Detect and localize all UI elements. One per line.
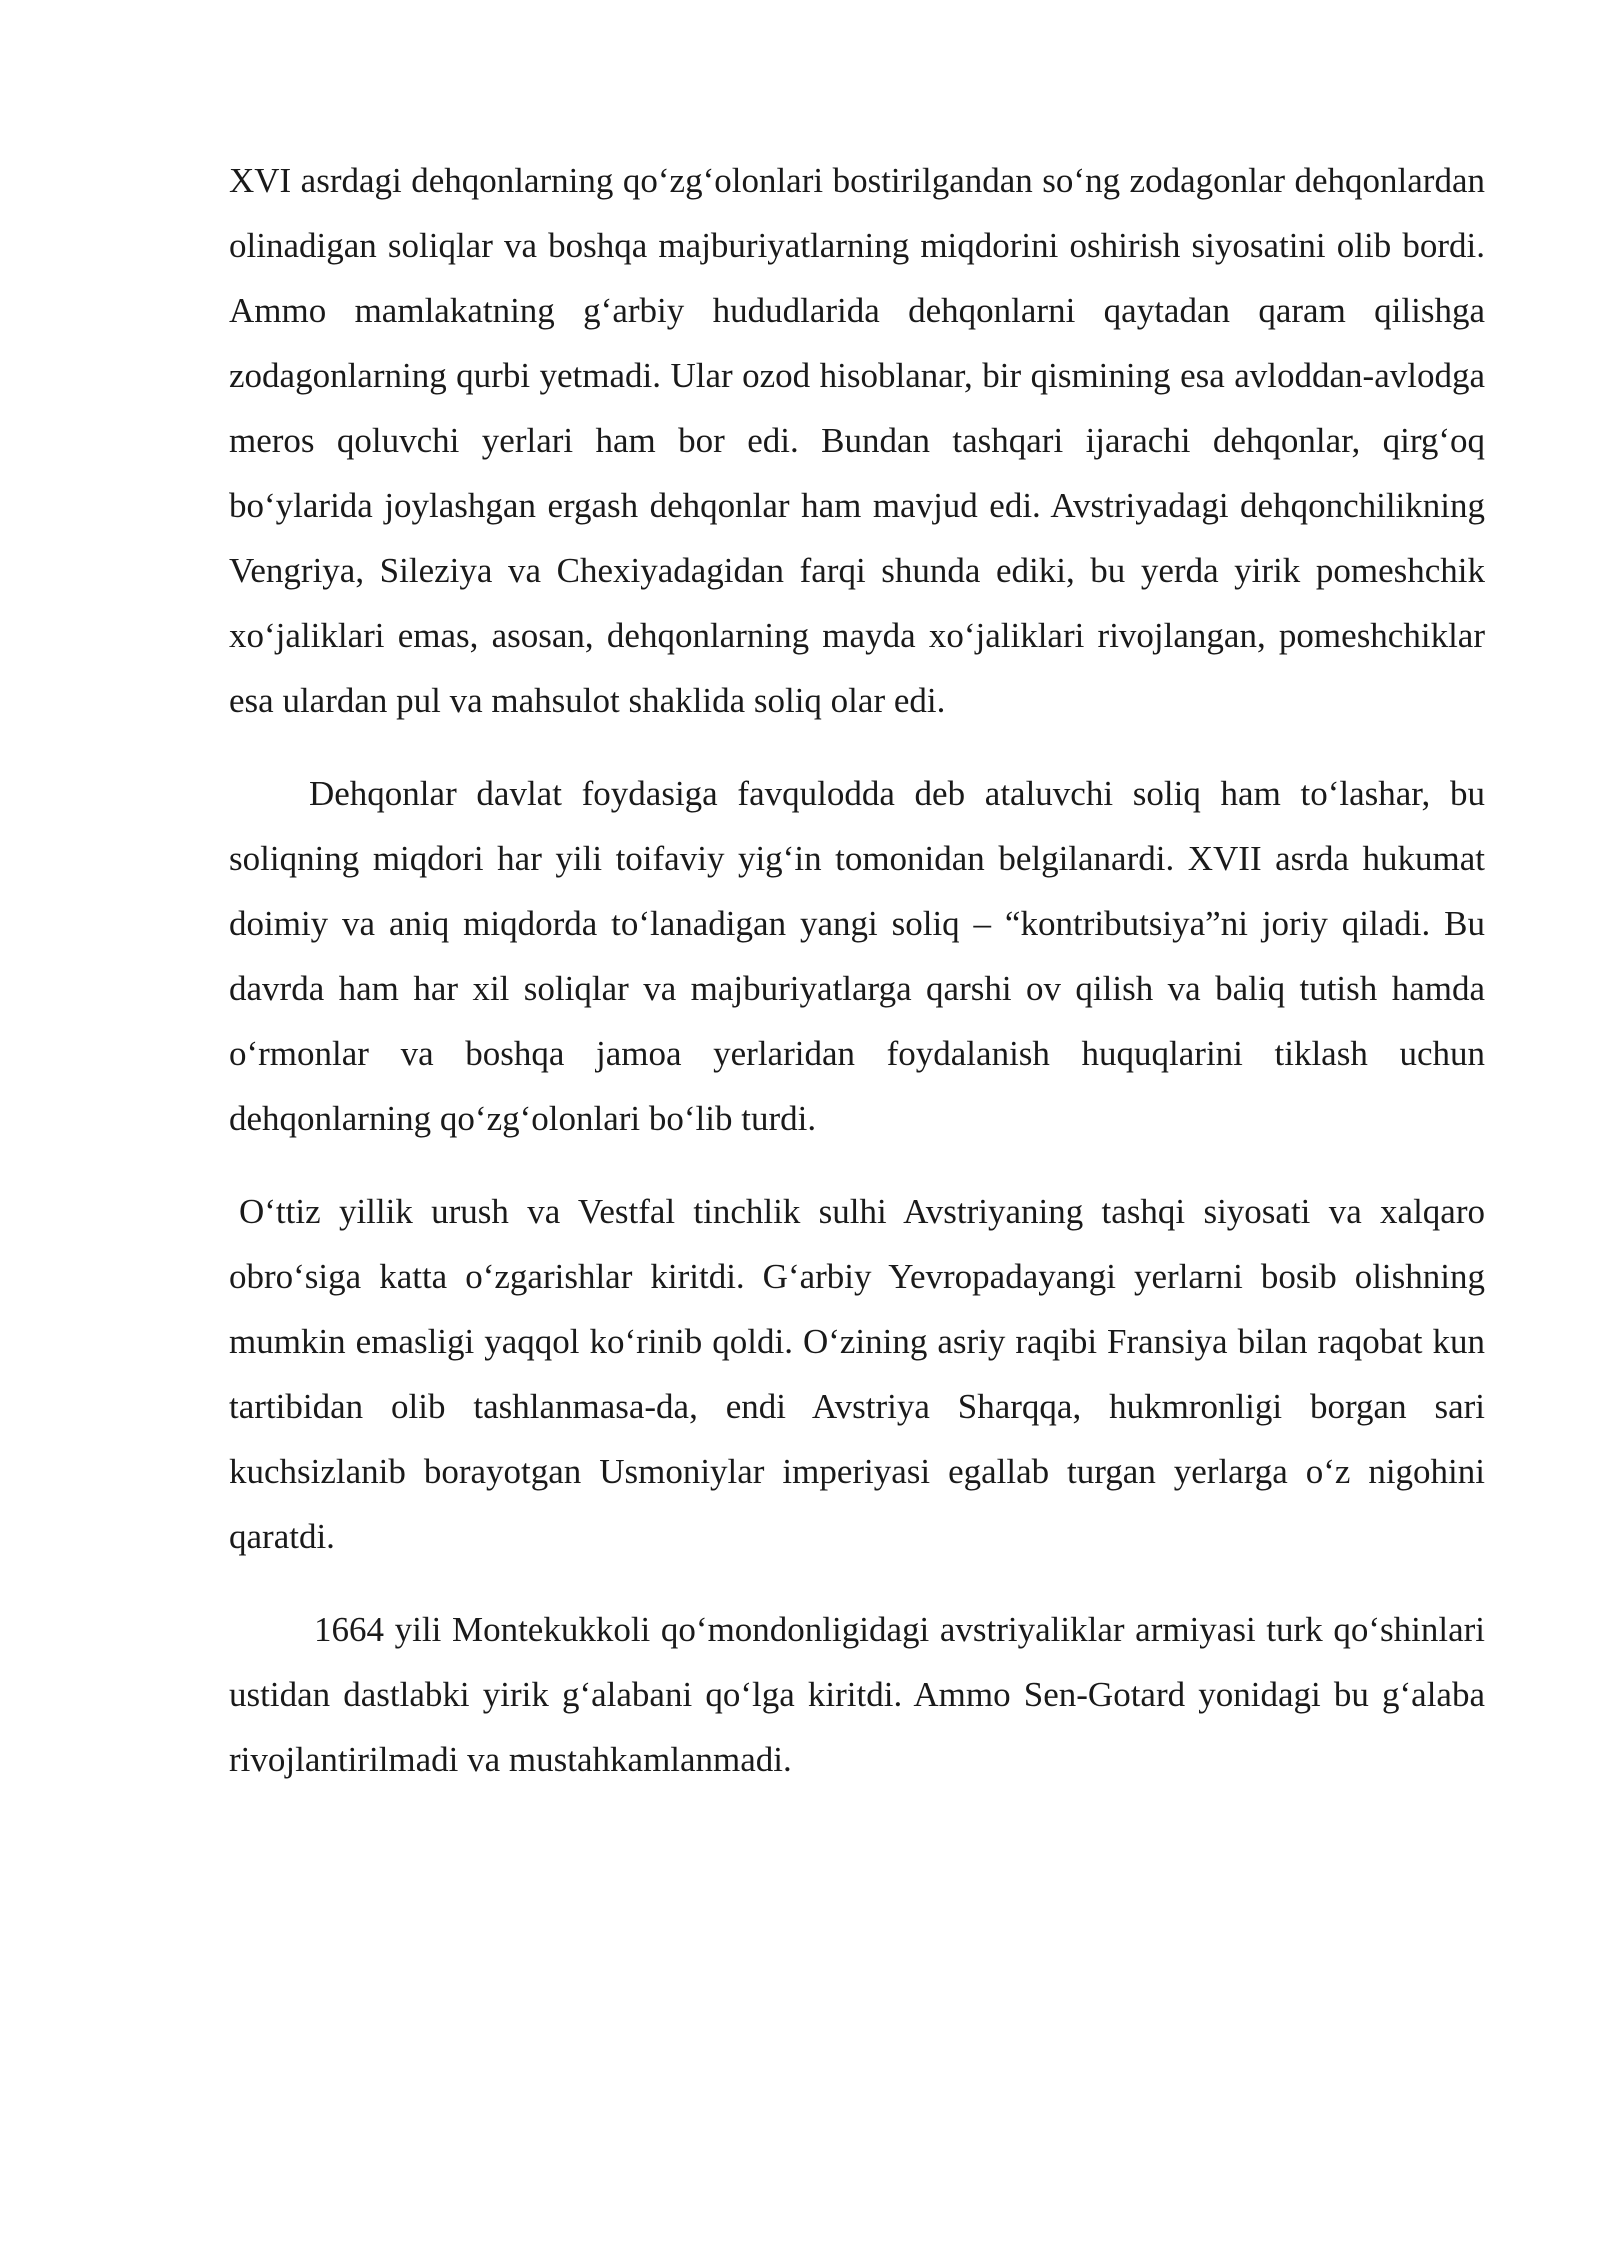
paragraph-4: 1664 yili Montekukkoli qo‘mondonligidagi avstriyaliklar armiyasi turk qo‘shinlari ustidan dastlabki yirik g‘alabani qo‘lga kiritdi. Ammo Sen-Gotard yonidagi bu g‘alaba rivojlantirilmadi va mustahkamlanmadi.: [229, 1610, 1485, 1779]
document-body: [229, 148, 1485, 1792]
paragraph-1: XVI asrdagi dehqonlarning qo‘zg‘olonlari bostirilgandan so‘ng zodagonlar dehqonlardan olinadigan soliqlar va boshqa majburiyatlarning miqdorini oshirish siyosatini olib bordi. Ammo mamlakatning g‘arbiy hududlarida dehqonlarni qaytadan qaram qilishga zodagonlarning qurbi yetmadi. Ular ozod hisoblanar, bir qismining esa avloddan-avlodga meros qoluvchi yerlari ham bor edi. Bundan tashqari ijarachi dehqonlar, qirg‘oq bo‘ylarida joylashgan ergash dehqonlar ham mavjud edi. Avstriyadagi dehqonchilikning Vengriya, Sileziya va Chexiyadagidan farqi shunda ediki, bu yerda yirik pomeshchik xo‘jaliklari emas, asosan, dehqonlarning mayda xo‘jaliklari rivojlangan, pomeshchiklar esa ulardan pul va mahsulot shaklida soliq olar edi.: [229, 161, 1485, 720]
paragraph-2: Dehqonlar davlat foydasiga favqulodda deb ataluvchi soliq ham to‘lashar, bu soliqning miqdori har yili toifaviy yig‘in tomonidan belgilanardi. XVII asrda hukumat doimiy va aniq miqdorda to‘lanadigan yangi soliq – “kontributsiya”ni joriy qiladi. Bu davrda ham har xil soliqlar va majburiyatlarga qarshi ov qilish va baliq tutish hamda o‘rmonlar va boshqa jamoa yerlaridan foydalanish huquqlarini tiklash uchun dehqonlarning qo‘zg‘olonlari bo‘lib turdi.: [229, 774, 1485, 1138]
paragraph-3: O‘ttiz yillik urush va Vestfal tinchlik sulhi Avstriyaning tashqi siyosati va xalqaro obro‘siga katta o‘zgarishlar kiritdi. G‘arbiy Yevropadayangi yerlarni bosib olishning mumkin emasligi yaqqol ko‘rinib qoldi. O‘zining asriy raqibi Fransiya bilan raqobat kun tartibidan olib tashlanmasa-da, endi Avstriya Sharqqa, hukmronligi borgan sari kuchsizlanib borayotgan Usmoniylar imperiyasi egallab turgan yerlarga o‘z nigohini qaratdi.: [229, 1192, 1485, 1556]
